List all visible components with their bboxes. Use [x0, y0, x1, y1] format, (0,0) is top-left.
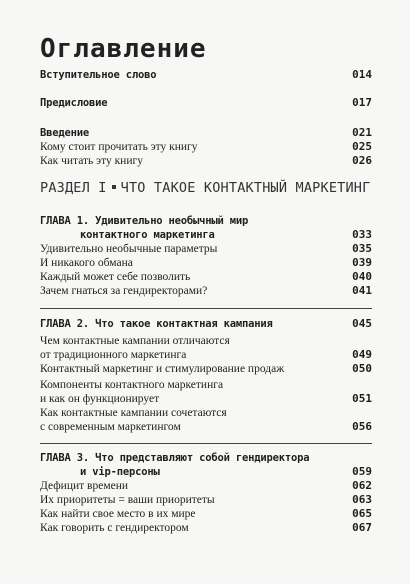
entry-title: Каждый может себе позволить [40, 271, 191, 283]
entry-page: 035 [352, 242, 372, 255]
chapter-title-line: и vip-персоны [80, 466, 160, 478]
entry-page: 050 [352, 362, 372, 375]
entry-title: Как контактные кампании сочетаются [40, 407, 227, 419]
entry-page: 014 [352, 68, 372, 81]
entry-title: Компоненты контактного маркетинга [40, 379, 224, 391]
entry-page: 067 [352, 521, 372, 534]
entry-title: и как он функционирует [40, 393, 160, 405]
entry-title: Зачем гнаться за гендиректорами? [40, 285, 208, 297]
section-label: РАЗДЕЛ I [40, 180, 107, 196]
entry-title: Предисловие [40, 97, 108, 109]
entry-page: 063 [352, 493, 372, 506]
entry-page: 026 [352, 154, 372, 167]
entry-title: Удивительно необычные параметры [40, 243, 218, 255]
chapter-page: 059 [352, 465, 372, 478]
chapter-title-line: ГЛАВА 3. Что представляют собой гендиректора [40, 452, 310, 464]
entry-title: Вступительное слово [40, 69, 157, 81]
chapter-title-line: ГЛАВА 1. Удивительно необычный мир [40, 215, 249, 227]
chapter-page: 045 [352, 317, 372, 330]
entry-page: 017 [352, 96, 372, 109]
entry-page: 040 [352, 270, 372, 283]
entry-title: Дефицит времени [40, 480, 129, 492]
entry-title: Контактный маркетинг и стимулирование продаж [40, 363, 285, 375]
entry-page: 049 [352, 348, 372, 361]
page-title: Оглавление [40, 34, 207, 64]
entry-title: И никакого обмана [40, 257, 133, 269]
entry-title: Как найти свое место в их мире [40, 508, 196, 520]
entry-page: 021 [352, 126, 372, 139]
entry-page: 056 [352, 420, 372, 433]
entry-title: Как говорить с гендиректором [40, 522, 189, 534]
chapter-title-line: ГЛАВА 2. Что такое контактная кампания [40, 318, 273, 330]
chapter-title-line: контактного маркетинга [80, 229, 215, 241]
entry-title: Чем контактные кампании отличаются [40, 335, 230, 347]
section-header [40, 180, 370, 196]
section-title: ЧТО ТАКОЕ КОНТАКТНЫЙ МАРКЕТИНГ [120, 180, 371, 196]
entry-title: с современным маркетингом [40, 421, 181, 433]
entry-page: 051 [352, 392, 372, 405]
chapter-divider [40, 308, 372, 309]
section-separator [112, 185, 116, 189]
entry-page: 039 [352, 256, 372, 269]
entry-page: 062 [352, 479, 372, 492]
entry-page: 025 [352, 140, 372, 153]
entry-page: 065 [352, 507, 372, 520]
entry-title: Введение [40, 127, 89, 139]
entry-title: Их приоритеты = ваши приоритеты [40, 494, 215, 506]
entry-title: Как читать эту книгу [40, 155, 143, 167]
entry-title: Кому стоит прочитать эту книгу [40, 141, 198, 153]
entry-title: от традиционного маркетинга [40, 349, 187, 361]
entry-page: 041 [352, 284, 372, 297]
chapter-divider [40, 443, 372, 444]
chapter-page: 033 [352, 228, 372, 241]
